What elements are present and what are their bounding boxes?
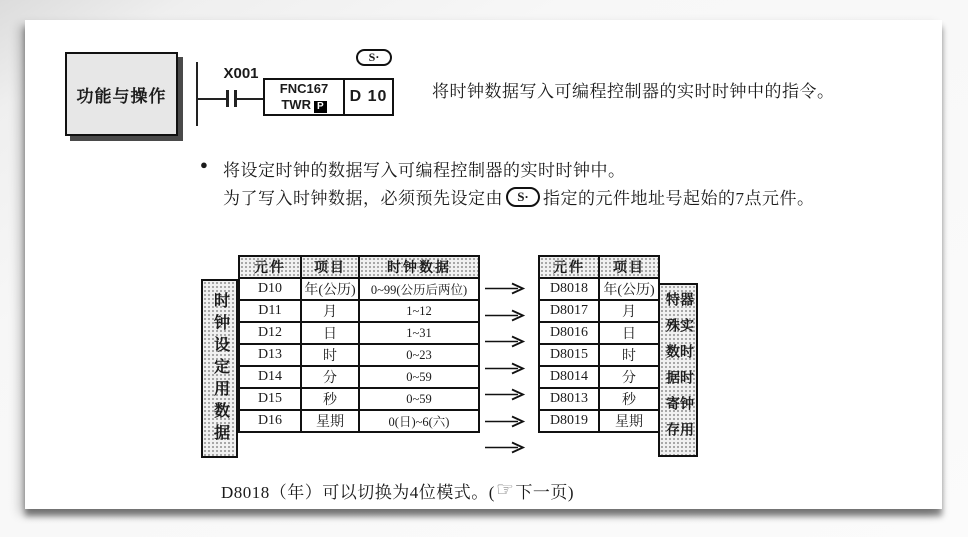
table-cell: D8017 [539,300,599,322]
table-cell: 日 [599,322,659,344]
right-arrow-icon [484,282,532,295]
bullet-icon: ● [200,157,208,172]
instruction-block [263,78,394,116]
table-cell: 星期 [301,410,359,432]
table-cell: 1~31 [359,322,479,344]
clock-setting-side-label: 时钟设定用数据 [201,279,238,458]
table-cell: 1~12 [359,300,479,322]
table-cell: 时 [301,344,359,366]
document-page [25,20,942,509]
table-cell: D8013 [539,388,599,410]
bullet-line-2-pre: 为了写入时钟数据，必须预先设定由 [223,189,503,208]
table-row [539,344,659,366]
table-cell: 0(日)~6(六) [359,410,479,432]
table-row [539,300,659,322]
instruction-mnemonic [265,80,345,114]
fnc-number: FNC167 [279,81,329,96]
wire-segment [236,98,263,100]
table-cell: 0~99(公历后两位) [359,278,479,300]
column-header: 元件 [239,256,301,278]
table-row [239,410,479,432]
right-arrow-icon [484,441,532,454]
table-cell: 年(公历) [301,278,359,300]
table-cell: D14 [239,366,301,388]
contact-symbol [226,90,229,107]
table-cell: D8018 [539,278,599,300]
table-cell: D15 [239,388,301,410]
special-register-side-label: 特殊数据寄存 器实时时钟用 [658,283,698,457]
footnote [221,478,574,503]
table-cell: D10 [239,278,301,300]
table-row [239,388,479,410]
table-cell: 秒 [599,388,659,410]
table-cell: 秒 [301,388,359,410]
table-cell: D16 [239,410,301,432]
table-row [239,278,479,300]
fnc-name: TWR P [281,97,326,113]
pointer-hand-icon: ☞ [495,479,515,501]
power-rail [196,62,198,126]
table-cell: 时 [599,344,659,366]
instruction-description: 将时钟数据写入可编程控制器的实时时钟中的指令。 [432,82,835,101]
column-header: 时钟数据 [359,256,479,278]
contact-label: X001 [223,65,259,82]
function-title: 功能与操作 [76,86,167,106]
table-row [539,322,659,344]
operand-cell: D 10 [349,88,388,105]
right-arrow-icon [484,415,532,428]
table-cell: 星期 [599,410,659,432]
table-row [239,344,479,366]
table-row [539,366,659,388]
right-arrow-icon [484,362,532,375]
table-cell: D12 [239,322,301,344]
right-arrow-icon [484,309,532,322]
table-cell: D11 [239,300,301,322]
pulse-flag-icon: P [314,101,327,113]
table-header-row [539,256,659,278]
table-cell: 月 [301,300,359,322]
table-cell: 分 [599,366,659,388]
right-arrow-icon [484,335,532,348]
bullet-line-2-post: 指定的元件地址号起始的7点元件。 [543,189,815,208]
data-flow-arrows [484,282,532,454]
wire-segment [198,98,226,100]
table-cell: 0~23 [359,344,479,366]
table-cell: 月 [599,300,659,322]
right-arrow-icon [484,388,532,401]
table-cell: D8016 [539,322,599,344]
table-cell: 0~59 [359,366,479,388]
footnote-pre: D8018（年）可以切换为4位模式。( [221,483,495,502]
table-row [239,300,479,322]
table-row [539,410,659,432]
table-cell: 年(公历) [599,278,659,300]
table-row [539,388,659,410]
table-header-row [239,256,479,278]
source-operand-badge: S· [356,49,392,66]
table-cell: D8015 [539,344,599,366]
special-register-table [538,255,660,433]
table-cell: D13 [239,344,301,366]
table-cell: D8019 [539,410,599,432]
column-header: 项目 [599,256,659,278]
table-cell: 0~59 [359,388,479,410]
clock-setting-table [238,255,480,433]
column-header: 项目 [301,256,359,278]
bullet-line-1: 将设定时钟的数据写入可编程控制器的实时时钟中。 [223,161,626,180]
table-cell: D8014 [539,366,599,388]
table-cell: 分 [301,366,359,388]
footnote-post: 下一页) [515,483,575,502]
table-row [539,278,659,300]
table-row [239,322,479,344]
table-cell: 日 [301,322,359,344]
column-header: 元件 [539,256,599,278]
table-row [239,366,479,388]
source-operand-badge-inline: S· [506,187,540,207]
function-title-box [65,52,178,136]
bullet-line-2 [223,184,815,209]
